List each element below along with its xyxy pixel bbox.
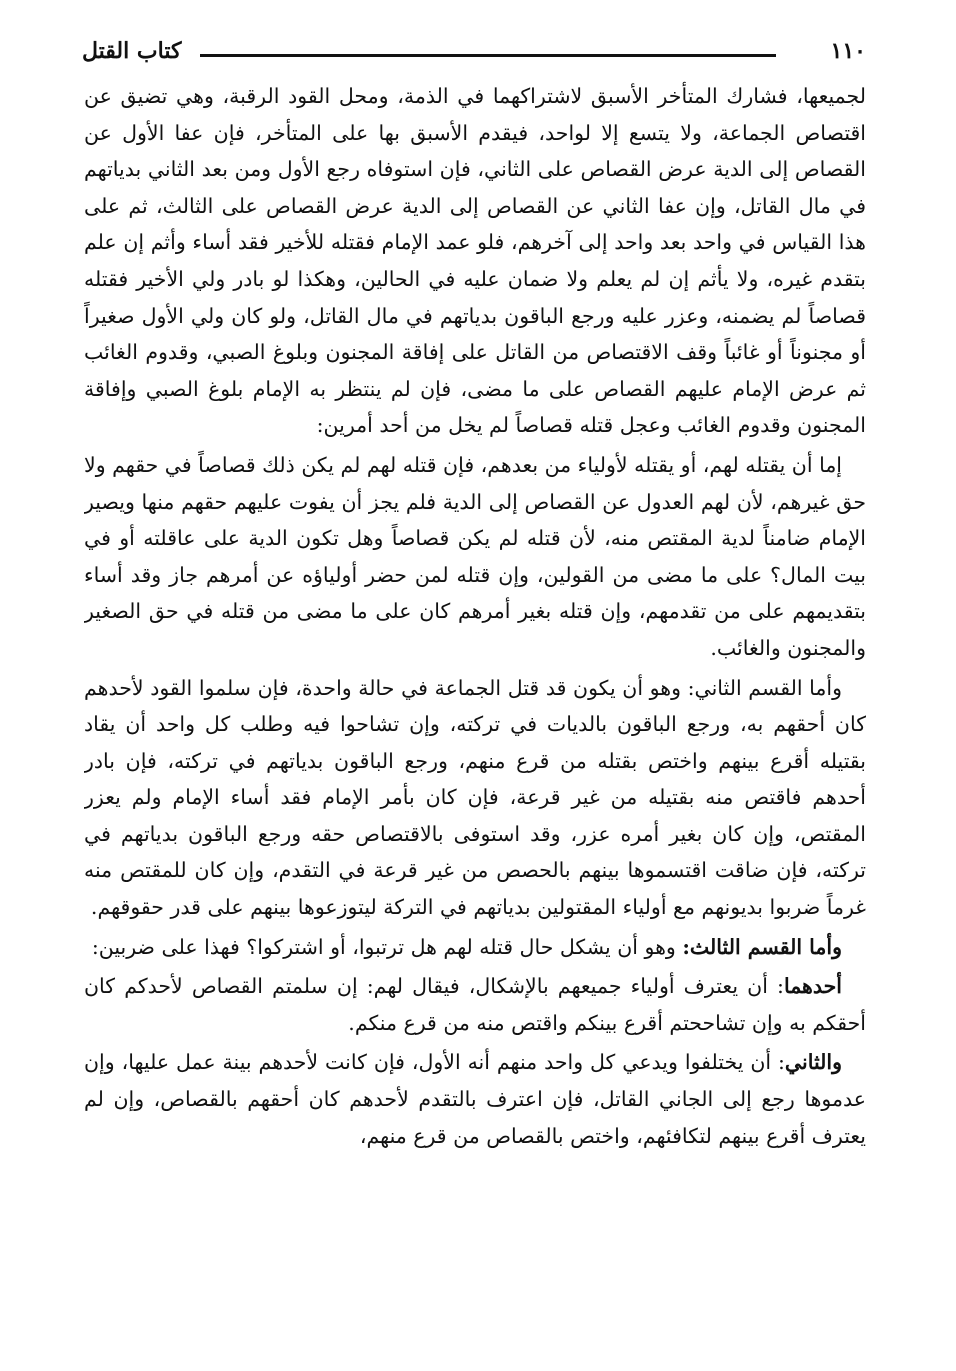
paragraph-4-text: وهو أن يشكل حال قتله لهم هل ترتبوا، أو اشتركوا؟ فهذا على ضربين:	[91, 934, 683, 959]
paragraph-5-text: : أن يعترف أولياء جميعهم بالإشكال، فيقال لهم: إن سلمتم القصاص لأحدكم كان أحقكم به وإن تشاححتم أقرع بينكم واقتص منه من قرع منكم.	[84, 974, 866, 1035]
header-rule	[200, 54, 776, 57]
paragraph-4	[84, 929, 866, 966]
paragraph-5	[84, 968, 866, 1041]
page-body	[84, 78, 866, 1368]
page-header	[82, 34, 866, 74]
paragraph-6-text: : أن يختلفوا ويدعي كل واحد منهم أنه الأول، فإن كانت لأحدهم بينة عمل عليها، وإن عدموها رجع إلى الجاني القاتل، فإن اعترف بالتقدم لأحدهم كان أحقهم بالقصاص، وإن لم يعترف أقرع بينهم لتكافئهم، واختص بالقصاص من قرع منهم،	[84, 1050, 866, 1148]
page-number: ١١٠	[830, 38, 866, 64]
paragraph-3: وأما القسم الثاني: وهو أن يكون قد قتل الجماعة في حالة واحدة، فإن سلموا القود لأحدهم كان أحقهم به، ورجع الباقون بالديات في تركته، وإن تشاحوا فيه وطلب كل واحد أن يقاد بقتيله أقرع بينهم واختص بقتله من قرع منهم، ورجع الباقون بدياتهم في تركته، فإن بادر أحدهم فاقتص منه بقتيله من غير قرعة، فإن كان بأمر الإمام فقد أساء الإمام ولم يعزر المقتص، وإن كان بغير أمره عزر، وقد استوفى بالاقتصاص حقه ورجع الباقون بدياتهم في تركته، فإن ضاقت اقتسموها بينهم بالحصص من غير قرعة في التقدم، وإن كان للمقتص منه غرماً ضربوا بديونهم مع أولياء المقتولين بدياتهم في التركة ليتوزعوها بينهم على قدر حقوقهم.	[84, 675, 866, 920]
paragraph-4-heading: وأما القسم الثالث:	[682, 934, 842, 959]
paragraph-6	[84, 1044, 866, 1154]
paragraph-1: لجميعها، فشارك المتأخر الأسبق لاشتراكهما في الذمة، ومحل القود الرقبة، وهي تضيق عن اقتصاص الجماعة، ولا يتسع إلا لواحد، فيقدم الأسبق بها على المتأخر، فإن عفا الأول عن القصاص إلى الدية عرض القصاص على الثاني، فإن استوفاه رجع الأول ومن بعد الثاني بدياتهم في مال القاتل، وإن عفا الثاني عن القصاص إلى الدية عرض القصاص على الثالث، ثم على هذا القياس في واحد بعد واحد إلى آخرهم، فلو عمد الإمام فقتله للأخير فقد أساء وأثم إن علم بتقدم غيره، ولا يأثم إن لم يعلم ولا ضمان عليه في الحالين، وهكذا لو بادر ولي الأخير فقتله قصاصاً لم يضمنه، وعزر عليه ورجع الباقون بدياتهم في مال القاتل، ولو كان ولي الأول صغيراً أو مجنوناً أو غائباً وقف الاقتصاص من القاتل على إفاقة المجنون وبلوغ الصبي، وقدوم الغائب ثم عرض الإمام عليهم القصاص على ما مضى، فإن لم ينتظر به الإمام بلوغ الصبي وإفاقة المجنون وقدوم الغائب وعجل قتله قصاصاً لم يخل من أحد أمرين:	[84, 84, 866, 438]
running-title: كتاب القتل	[82, 38, 182, 64]
paragraph-6-heading: والثاني	[784, 1050, 842, 1075]
paragraph-2: إما أن يقتله لهم، أو يقتله لأولياء من بعدهم، فإن قتله لهم لم يكن ذلك قصاصاً في حقهم ولا حق غيرهم، لأن لهم العدول عن القصاص إلى الدية فلم يجز أن يفوت عليهم حقهم منها ويصير الإمام ضامناً لدية المقتص منه، لأن قتله لم يكن قصاصاً وهل تكون الدية على عاقلته أو في بيت المال؟ على ما مضى من القولين، وإن قتله لمن حضر أولياؤه عن أمرهم جاز وقد أساء بتقديمهم على من تقدمهم، وإن قتله بغير أمرهم كان على ما مضى من قتله في حق الصغير والمجنون والغائب.	[84, 452, 866, 660]
paragraph-5-heading: أحدهما	[783, 974, 842, 999]
